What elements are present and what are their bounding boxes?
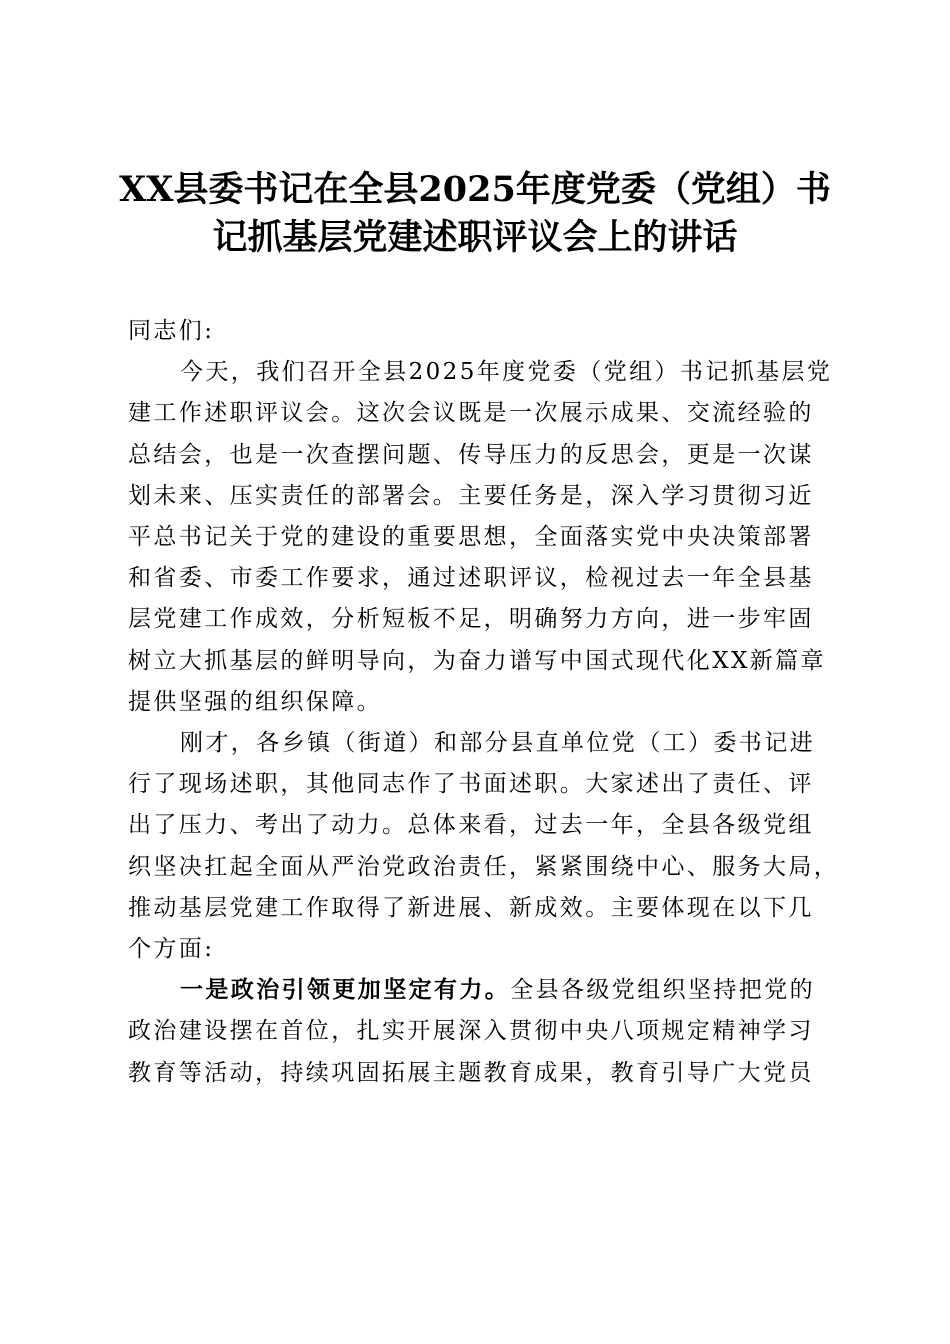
document-title — [110, 166, 840, 262]
paragraph-line: 提供坚强的组织保障。 — [128, 688, 382, 715]
document-body — [128, 311, 840, 1094]
paragraph-line: 推动基层党建工作取得了新进展、新成效。主要体现在以下几 — [128, 894, 814, 921]
paragraph-line: 平总书记关于党的建设的重要思想，全面落实党中央决策部署 — [128, 524, 814, 551]
paragraph-line: 总结会，也是一次查摆问题、传导压力的反思会，更是一次谋 — [128, 441, 814, 468]
paragraph-line-rest: 全县各级党组织坚持把党的 — [510, 977, 816, 1004]
paragraph-line: 今天，我们召开全县2025年度党委（党组）书记抓基层党 — [180, 359, 833, 386]
paragraph-line: 建工作述职评议会。这次会议既是一次展示成果、交流经验的 — [128, 400, 814, 427]
salutation — [128, 311, 828, 352]
paragraph-political-leadership — [128, 970, 828, 1094]
paragraph-opening — [128, 352, 833, 723]
title-line-2: 记抓基层党建述职评议会上的讲话 — [212, 217, 738, 258]
paragraph-line: 政治建设摆在首位，扎实开展深入贯彻中央八项规定精神学习 — [128, 1018, 814, 1045]
paragraph-line: 教育等活动，持续巩固拓展主题教育成果，教育引导广大党员 — [128, 1059, 814, 1086]
paragraph-line: 织坚决扛起全面从严治党政治责任，紧紧围绕中心、服务大局， — [128, 853, 840, 880]
section-lead-heading: 一是政治引领更加坚定有力。 — [180, 977, 511, 1004]
salutation-text: 同志们: — [128, 318, 215, 344]
paragraph-line: 划未来、压实责任的部署会。主要任务是，深入学习贯彻习近 — [128, 482, 814, 509]
paragraph-line: 行了现场述职，其他同志作了书面述职。大家述出了责任、评 — [128, 771, 814, 798]
paragraph-line: 出了压力、考出了动力。总体来看，过去一年，全县各级党组 — [128, 812, 814, 839]
paragraph-line: 树立大抓基层的鲜明导向，为奋力谱写中国式现代化XX新篇章 — [128, 647, 826, 674]
paragraph-review — [128, 723, 840, 970]
paragraph-line: 和省委、市委工作要求，通过述职评议，检视过去一年全县基 — [128, 565, 814, 592]
paragraph-line: 层党建工作成效，分析短板不足，明确努力方向，进一步牢固 — [128, 606, 814, 633]
paragraph-line: 刚才，各乡镇（街道）和部分县直单位党（工）委书记进 — [180, 730, 815, 757]
paragraph-line: 个方面: — [128, 936, 215, 963]
title-line-1: XX县委书记在全县2025年度党委（党组）书 — [119, 169, 831, 210]
paragraph-line — [128, 970, 828, 1011]
